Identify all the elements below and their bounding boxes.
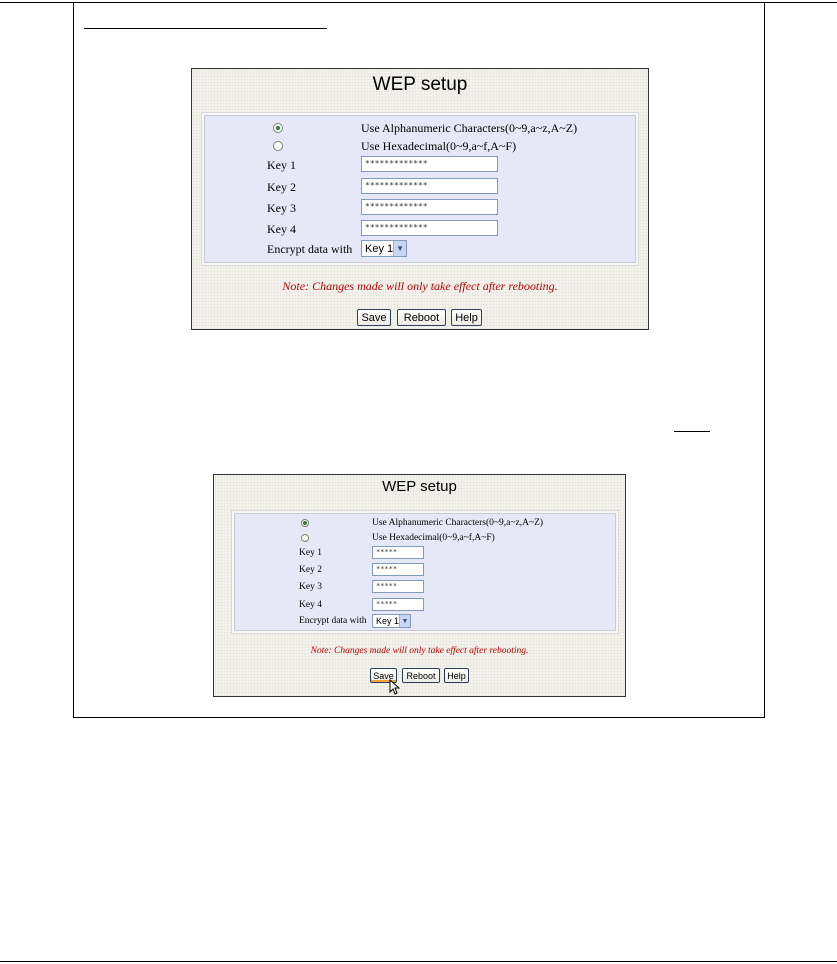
panel-title: WEP setup bbox=[382, 478, 457, 495]
key3-label: Key 3 bbox=[299, 582, 322, 592]
radio-hexadecimal-label: Use Hexadecimal(0~9,a~f,A~F) bbox=[361, 139, 517, 153]
key1-label: Key 1 bbox=[299, 548, 322, 558]
key3-input[interactable]: ***** bbox=[372, 580, 424, 593]
key1-input[interactable]: ************* bbox=[361, 156, 498, 172]
chevron-down-icon[interactable]: ▼ bbox=[393, 241, 406, 256]
encrypt-label: Encrypt data with bbox=[299, 616, 367, 626]
chevron-down-icon[interactable]: ▼ bbox=[399, 615, 410, 627]
help-button[interactable]: Help bbox=[451, 309, 482, 326]
heading-underline bbox=[84, 28, 327, 29]
key4-input[interactable]: ***** bbox=[372, 598, 424, 611]
radio-hexadecimal-label: Use Hexadecimal(0~9,a~f,A~F) bbox=[372, 533, 495, 543]
key2-input[interactable]: ************* bbox=[361, 178, 498, 194]
page-bottom-rule bbox=[0, 961, 837, 962]
wep-form bbox=[204, 115, 636, 263]
wep-setup-panel-2 bbox=[213, 474, 626, 697]
radio-alphanumeric-label: Use Alphanumeric Characters(0~9,a~z,A~Z) bbox=[372, 518, 544, 528]
key2-label: Key 2 bbox=[299, 565, 322, 575]
radio-hexadecimal[interactable] bbox=[273, 141, 283, 151]
key3-label: Key 3 bbox=[267, 201, 296, 215]
key2-input[interactable]: ***** bbox=[372, 563, 424, 576]
encrypt-key-select[interactable] bbox=[361, 240, 407, 257]
mouse-pointer-icon bbox=[389, 679, 400, 695]
radio-hexadecimal[interactable] bbox=[301, 534, 309, 542]
key4-label: Key 4 bbox=[267, 222, 296, 236]
key4-input[interactable]: ************* bbox=[361, 220, 498, 236]
key1-label: Key 1 bbox=[267, 158, 296, 172]
key2-label: Key 2 bbox=[267, 180, 296, 194]
key4-label: Key 4 bbox=[299, 600, 322, 610]
reboot-note: Note: Changes made will only take effect after rebooting. bbox=[282, 279, 558, 293]
encrypt-key-value: Key 1 bbox=[376, 616, 400, 626]
save-button[interactable]: Save bbox=[370, 668, 397, 683]
reboot-button[interactable]: Reboot bbox=[397, 309, 446, 326]
panel-title: WEP setup bbox=[372, 74, 468, 95]
encrypt-key-value: Key 1 bbox=[365, 242, 394, 255]
radio-alphanumeric-label: Use Alphanumeric Characters(0~9,a~z,A~Z) bbox=[361, 121, 578, 135]
encrypt-key-select[interactable] bbox=[372, 614, 411, 628]
help-button[interactable]: Help bbox=[444, 668, 469, 683]
reboot-button[interactable]: Reboot bbox=[402, 668, 440, 683]
save-button[interactable]: Save bbox=[357, 309, 391, 326]
key1-input[interactable]: ***** bbox=[372, 546, 424, 559]
radio-alphanumeric[interactable] bbox=[301, 519, 309, 527]
radio-alphanumeric[interactable] bbox=[273, 123, 283, 133]
wep-setup-panel-1 bbox=[191, 68, 649, 330]
encrypt-label: Encrypt data with bbox=[267, 242, 353, 256]
key3-input[interactable]: ************* bbox=[361, 199, 498, 215]
wep-form bbox=[234, 513, 616, 631]
text-underline bbox=[674, 431, 710, 432]
reboot-note: Note: Changes made will only take effect after rebooting. bbox=[310, 646, 529, 656]
